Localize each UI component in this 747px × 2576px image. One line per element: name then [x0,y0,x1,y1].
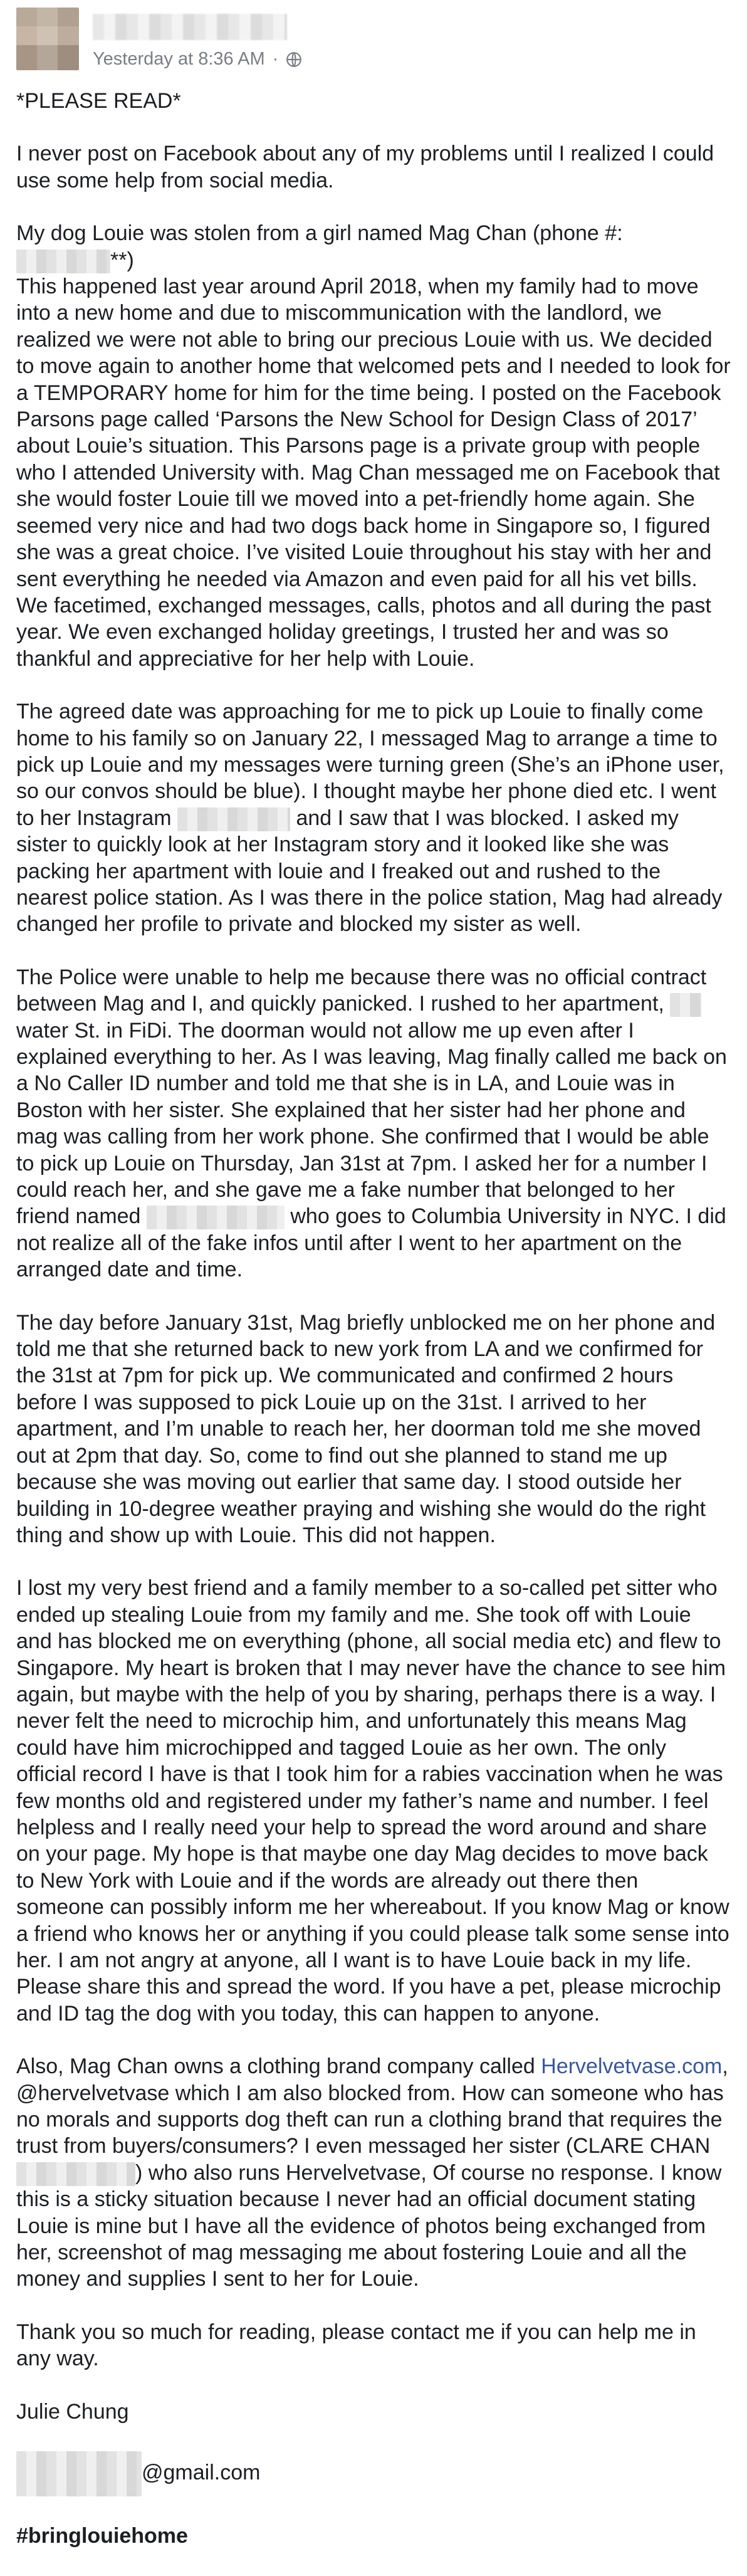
text-segment: **) [110,248,134,272]
signature-email [16,2451,731,2496]
paragraph-background [16,220,731,672]
hashtag-link[interactable]: #bringlouiehome [16,2524,188,2548]
paragraph-loss: I lost my very best friend and a family member to a so-called pet sitter who ended up stealing Louie from my family and me. She took off with Louie and has blocked me on everything (phone, all social media etc) and flew to Singapore. My heart is broken that I may never have the chance to see him again, but maybe with the help of you by sharing, perhaps there is a way. I never felt the need to microchip him, and unfortunately this means Mag could have him microchipped and tagged Louie as her own. The only official record I have is that I took him for a rabies vaccination when he was few months old and registered under my father’s name and number. I feel helpless and I really need your help to spread the word around and share on your page. My hope is that maybe one day Mag decides to move back to New York with Louie and if the words are already out there then someone can possibly inform me her whereabout. If you know Mag or know a friend who knows her or anything if you could please talk some sense into her. I am not angry at anyone, all I want is to have Louie back in my life. Please share this and spread the word. If you have a pet, please microchip and ID tag the dog with you today, this can happen to anyone. [16,1576,729,2026]
globe-icon[interactable] [286,51,302,68]
separator: · [272,49,279,69]
paragraph-police [16,964,731,1283]
paragraph-jan31: The day before January 31st, Mag briefly unblocked me on her phone and told me that she returned back to new york from LA and we confirmed for the 31st at 7pm for pick up. We communicated and confirmed 2 hours before I was supposed to pick Louie up on the 31st. I arrived to her apartment, and I’m unable to reach her, her doorman told me she moved out at 2pm that day. So, come to find out she planned to stand me up because she was moving out earlier that same day. I stood outside her building in 10-degree weather praying and wishing she would do the right thing and show up with Louie. This did not happen. [16,1310,716,1547]
text-segment: and I saw that I was blocked. I asked my sister to quickly look at her Instagram story and it looked like she was packing her apartment with louie and I freaked out and rushed to the nearest police station. As I was there in the police station, Mag had already changed her profile to private and blocked my sister as well. [16,806,723,937]
text-segment: water St. in FiDi. The doorman would not allow me up even after I explained everything to her. As I was leaving, Mag finally called me back on a No Caller ID number and told me that she is in LA, and Louie was in Boston with her sister. She explained that her sister had her phone and mag was calling from her work phone. She confirmed that I would be able to pick up Louie on Thursday, Jan 31st at 7pm. I asked her for a number I could reach her, and she gave me a fake number that belonged to her friend named [16,1018,727,1229]
text-segment: ) who also runs Hervelvetvase, Of course no response. I know this is a sticky situation because I never had an official document stating Louie is mine but I have all the evidence of photos being exchanged from her, screenshot of mag messaging me about fostering Louie and all the money and supplies I sent to her for Louie. [16,2160,722,2291]
text-segment: This happened last year around April 2018, when my family had to move into a new home and due to miscommunication with the landlord, we realized we were not able to bring our precious Louie with us. We decided to move again to another home that welcomed pets and I needed to look for a TEMPORARY home for him for the time being. I posted on the Facebook Parsons page called ‘Parsons the New School for Design Class of 2017’ about Louie’s situation. This Parsons page is a private group with people who I attended University with. Mag Chan messaged me on Facebook that she would foster Louie till we moved into a pet-friendly home again. She seemed very nice and had two dogs back home in Singapore so, I figured she was a great choice. I’ve visited Louie throughout his stay with her and sent everything he needed via Amazon and even paid for all his vet bills. We facetimed, exchanged messages, calls, photos and all during the past year. We even exchanged holiday greetings, I trusted her and was so thankful and appreciative for her help with Louie. [16,275,731,671]
email-suffix: @gmail.com [142,2461,261,2485]
paragraph-thanks: Thank you so much for reading, please contact me if you can help me in any way. [16,2320,696,2371]
text-segment: The agreed date was approaching for me to pick up Louie to finally come home to his family so on January 22, I messaged Mag to arrange a time to pick up Louie and my messages were turning green (She’s an iPhone user, so our convos should be blue). I thought maybe her phone died etc. I went to her Instagram [16,700,724,830]
author-name-redacted[interactable] [93,14,287,40]
post-body [16,88,731,2576]
redacted-sister-contact [16,2162,135,2186]
avatar[interactable] [16,8,79,70]
post-title: *PLEASE READ* [16,89,181,113]
brand-link[interactable]: Hervelvetvase.com [541,2054,723,2079]
text-segment: who goes to Columbia University in NYC. I did not realize all of the fake infos until after I went to her apartment on the arranged date and time. [16,1204,726,1282]
redacted-friend-name [147,1206,285,1229]
signature-name: Julie Chung [16,2399,129,2424]
post-header [16,8,731,70]
text-segment: My dog Louie was stolen from a girl named Mag Chan (phone #: [16,221,623,246]
redacted-address [670,993,701,1017]
redacted-phone [16,250,110,273]
text-segment: , @hervelvetvase which I am also blocked from. How can someone who has no morals and supports dog theft can run a clothing brand that requires the trust from buyers/consumers? I even messaged her sister (CLARE CHAN [16,2054,728,2158]
redacted-email-user [16,2451,142,2496]
text-segment: Also, Mag Chan owns a clothing brand company called [16,2054,535,2079]
timestamp[interactable]: Yesterday at 8:36 AM [93,49,265,69]
paragraph-brand [16,2053,731,2293]
post-meta [93,49,302,70]
paragraph-pickup [16,698,731,938]
redacted-instagram [177,807,290,831]
paragraph-intro: I never post on Facebook about any of my problems until I realized I could use some help from social media. [16,142,714,192]
text-segment: The Police were unable to help me because there was no official contract between Mag and I, and quickly panicked. I rushed to her apartment, [16,965,707,1016]
